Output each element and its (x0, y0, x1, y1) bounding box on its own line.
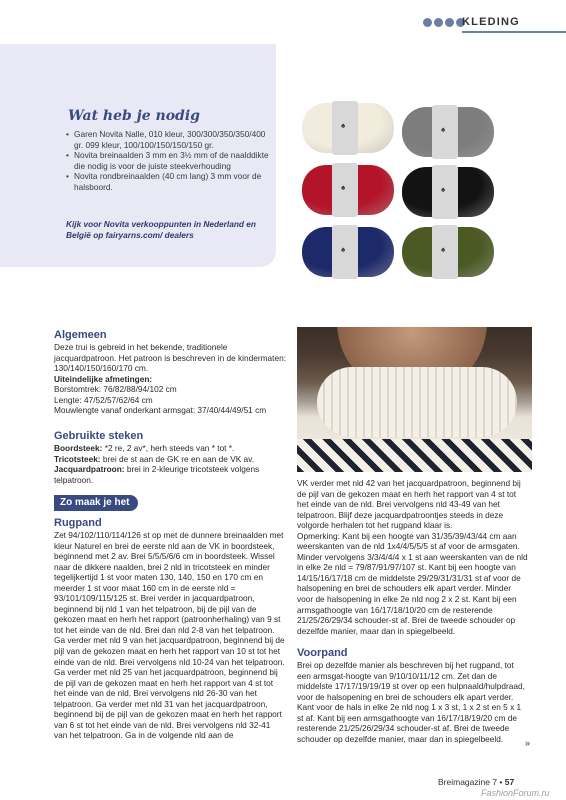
list-item: • Novita rondbreinaalden (40 cm lang) 3 mm voor de halsboord. (66, 171, 271, 192)
collar-image (317, 367, 517, 437)
list-item: • Garen Novita Nalle, 010 kleur, 300/300/350/350/400 gr. 099 kleur, 100/100/150/150/150 gr. (66, 129, 271, 150)
voorpand-text (297, 660, 529, 744)
list-item: • Novita breinaalden 3 mm en 3½ mm of de naalddikte die nodig is voor de juiste steekverhouding (66, 150, 271, 171)
section-dots (423, 18, 465, 27)
sweater-collar-photo (297, 327, 532, 472)
novita-logo-icon: ♠ (441, 185, 446, 194)
footer-separator: • (497, 777, 505, 787)
yarn-ball-navy (302, 227, 394, 277)
chest-size: Borstomtrek: 76/82/88/94/102 cm (54, 384, 177, 395)
voorpand-paragraph: Brei op dezelfde manier als beschreven bij het rugpand, tot een armsgat-hoogte van 9/10/10/11/12 cm. Zet dan de middelste 17/17/19/19/19 st over op een hulpnaald/hulpdraad, voor de halsopening en brei de schouders elk apart verder. Kant voor de hals in elke 2e nld nog 1 x 3 st, 1 x 2 st en 5 x 1 st af. Kant bij een armsgathoogte van 16/17/18/19/20 cm de resterende 21/25/26/29/34 schouder-st af. Brei de tweede schouder op dezelfde manier, maar dan in spiegelbeeld. (297, 660, 525, 744)
jacquard-desc: brei in 2-kleurige tricotsteek volgens telpatroon. (54, 464, 260, 485)
jacquard-pattern-image (297, 439, 532, 472)
opmerking-paragraph: Opmerking: Kant bij een hoogte van 31/35/39/43/44 cm aan weerskanten van de nld 1x4/4/5/5/5 st af voor de armsgaten. Minder vervolgens 3/3/4/4/4 x 1 st aan weerskanten van de nld in elke 2e nld = 79/87/91/97/107 st. Kant bij een hoogte van 14/15/16/17/18 cm de middelste 29/29/31/31/31 st af voor de halsopening en brei de schouders elk apart verder. Minder voor de halsopening in elke 2e nld nog 2 x 2 st. Kant bij een armsgathoogte van 16/17/18/10/20 cm de resterende 21/25/26/29/34 schouder-st af. Brei de tweede schouder op dezelfde manier, maar dan in spiegelbeeld. (297, 530, 528, 636)
yarn-ball-red (302, 165, 394, 215)
sizes-label: Uiteindelijke afmetingen: (54, 373, 153, 384)
dot-3 (445, 18, 454, 27)
heading-steken: Gebruikte steken (54, 430, 144, 442)
yarn-ball-black (402, 167, 494, 217)
watermark: FashionForum.ru (481, 788, 550, 798)
section-tag: KLEDING (462, 16, 520, 28)
tricot-desc: brei de st aan de GK re en aan de VK av. (100, 453, 255, 464)
dot-2 (434, 18, 443, 27)
length-size: Lengte: 47/52/57/62/64 cm (54, 394, 153, 405)
dot-1 (423, 18, 432, 27)
page-footer (438, 777, 514, 787)
sleeve-size: Mouwlengte vanaf onderkant armsgat: 37/40/44/49/51 cm (54, 405, 267, 416)
novita-logo-icon: ♠ (341, 183, 346, 192)
yarn-ball-grey (402, 107, 494, 157)
yarn-ball-green (402, 227, 494, 277)
algemeen-intro: Deze trui is gebreid in het bekende, traditionele jacquardpatroon. Het patroon is beschreven in de kindermaten: 130/140/150/160/170 cm. (54, 342, 286, 374)
materials-list (66, 129, 271, 193)
page-header (0, 0, 566, 40)
yarn-ball-cream (302, 103, 394, 153)
novita-logo-icon: ♠ (441, 245, 446, 254)
novita-logo-icon: ♠ (341, 245, 346, 254)
dealer-note: Kijk voor Novita verkooppunten in Nederland en België op fairyarns.com/ dealers (66, 219, 256, 240)
page-number: 57 (504, 777, 515, 787)
rugpand-paragraph: Zet 94/102/110/114/126 st op met de dunnere breinaalden met kleur Naturel en brei de eerste nld aan de VK in boordsteek, beginnend met 2 av. Brei 5/5/5/6/6 cm in boordsteek. Wissel naar de dikkere naalden, brei 2 nld in tricotsteek en minder tegelijkertijd 1 st voor maten 130, 140, 150 en 170 cm en meerder 1 st voor maat 160 cm in de eerste nld = 93/101/109/115/125 st. Brei verder in jacquardpatroon, beginnend bij nld 1 van het telpatroon, bij de pijl van de gekozen maat en herh het rapport (patroonherhaling) van 9 st tot het einde van de nld. Brei dan nld 2-8 van het telpatroon. Ga verder met nld 9 van het jacquardpatroon, beginnend bij de pijl van de gekozen maat en herh het rapport van 10 st tot het einde van de nld. Brei vervolgens nld 10-24 van het telpatroon. Ga verder met nld 25 van het jacquardpatroon, beginnend bij de pijl van de gekozen maat en herh het rapport van 4 st tot het einde van de nld. Brei vervolgens nld 26-30 van het telpatroon. Ga verder met nld 31 van het jacquardpatroon, beginnend bij de pijl van de gekozen maat en herh het rapport van 6 st tot het einde van de nld. Brei vervolgens nld 32-41 van het telpatroon. Ga in de volgende nld aan de (54, 530, 285, 741)
heading-rugpand: Rugpand (54, 517, 102, 529)
boord-desc: *2 re, 2 av*, herh steeds van * tot *. (102, 443, 235, 453)
tricot-label: Tricotsteek: (54, 453, 101, 464)
heading-algemeen: Algemeen (54, 329, 107, 341)
boord-label: Boordsteek: (54, 443, 103, 453)
heading-voorpand: Voorpand (297, 647, 348, 659)
yarn-photo (302, 103, 498, 283)
section-underline (462, 31, 566, 33)
rugpand-text (54, 530, 285, 741)
novita-logo-icon: ♠ (341, 121, 346, 130)
magazine-name: Breimagazine 7 (438, 777, 498, 787)
materials-title: Wat heb je nodig (68, 108, 200, 124)
jacquard-label: Jacquardpatroon: (54, 464, 125, 475)
continue-arrow-icon: » (525, 738, 531, 748)
steken-text (54, 443, 286, 485)
novita-logo-icon: ♠ (441, 125, 446, 134)
make-it-pill: Zo maak je het (54, 495, 138, 511)
right-column-text (297, 478, 529, 636)
rugpand-continued: VK verder met nld 42 van het jacquardpatroon, beginnend bij de pijl van de gekozen maat en herh het rapport van 4 st tot het einde van de nld. Brei vervolgens nld 43-49 van het telpatroon. Blijf deze jacquardpatroontjes steeds in deze volgorde herhalen tot het rugpand klaar is. (297, 478, 521, 531)
algemeen-text (54, 342, 286, 416)
